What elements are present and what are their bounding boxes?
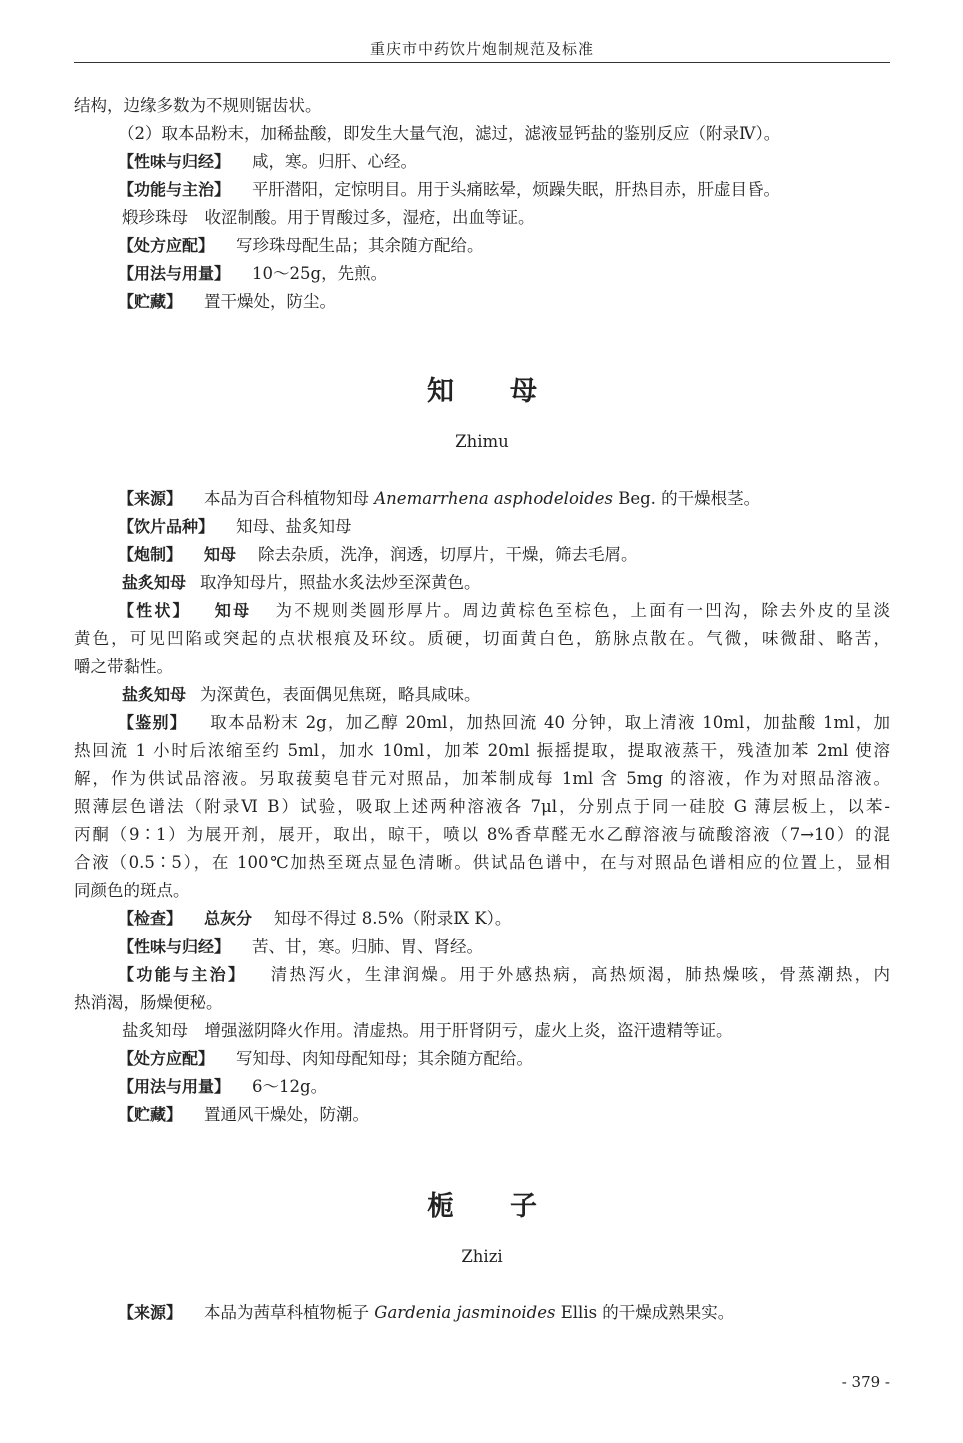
laiyuan bbox=[118, 1302, 890, 1324]
latin-name: Gardenia jasminoides bbox=[374, 1303, 556, 1322]
pinzhong bbox=[118, 516, 890, 538]
jianbie-line-5: 丙酮（9∶1）为展开剂，展开，取出，晾干，喷以 8%香草醛无水乙醇溶液与硫酸溶液（7→10）的混 bbox=[74, 825, 890, 844]
entry-pinyin: Zhizi bbox=[461, 1247, 503, 1266]
section-text: 10～25g，先煎。 bbox=[252, 264, 388, 283]
section-label: 【用法与用量】 bbox=[118, 1077, 231, 1096]
section-text: 知母不得过 8.5%（附录Ⅸ K）。 bbox=[274, 909, 512, 928]
section-text: 知母、盐炙知母 bbox=[236, 517, 352, 536]
running-header: 重庆市中药饮片炮制规范及标准 bbox=[369, 40, 594, 58]
section-label: 【鉴别】 bbox=[118, 713, 188, 732]
section-label: 【贮藏】 bbox=[118, 292, 183, 311]
section-text: Ellis 的干燥成熟果实。 bbox=[560, 1303, 735, 1322]
jianbie-line-2: 热回流 1 小时后浓缩至约 5ml，加水 10ml，加苯 20ml 振摇提取，提取液蒸干，残渣加苯 2ml 使溶 bbox=[74, 741, 890, 760]
sub-label: 知母 bbox=[204, 545, 237, 564]
gongneng-line-2: 热消渴，肠燥便秘。 bbox=[74, 993, 223, 1012]
section-text: 置干燥处，防尘。 bbox=[204, 292, 337, 311]
section-text: 为不规则类圆形厚片。周边黄棕色至棕色，上面有一凹沟，除去外皮的呈淡 bbox=[273, 601, 890, 620]
section-label: 【性状】 bbox=[118, 601, 191, 620]
header-rule bbox=[74, 62, 890, 63]
prev-yongfa bbox=[118, 263, 890, 285]
section-label: 【来源】 bbox=[118, 489, 183, 508]
latin-name: Anemarrhena asphodeloides bbox=[374, 489, 613, 508]
section-text: Beg. 的干燥根茎。 bbox=[618, 489, 761, 508]
prev-duan: 煅珍珠母 收涩制酸。用于胃酸过多，湿疮，出血等证。 bbox=[122, 208, 535, 227]
prev-chufang bbox=[118, 235, 890, 257]
yongfa bbox=[118, 1076, 890, 1098]
gongneng-yan: 盐炙知母 增强滋阴降火作用。清虚热。用于肝肾阴亏，虚火上炎，盗汗遗精等证。 bbox=[122, 1021, 733, 1040]
section-text: 咸，寒。归肝、心经。 bbox=[252, 152, 418, 171]
jianbie-line-6: 合液（0.5∶5），在 100℃加热至斑点显色清晰。供试品色谱中，在与对照品色谱相应的位置上，显相 bbox=[74, 853, 890, 872]
prev-line-2: （2）取本品粉末，加稀盐酸，即发生大量气泡，滤过，滤液显钙盐的鉴别反应（附录Ⅳ）。 bbox=[118, 124, 781, 143]
xingzhuang-line-1 bbox=[118, 600, 890, 622]
section-text: 平肝潜阳，定惊明目。用于头痛眩晕，烦躁失眠，肝热目赤，肝虚目昏。 bbox=[252, 180, 781, 199]
section-text: 取净知母片，照盐水炙法炒至深黄色。 bbox=[200, 573, 481, 592]
prev-gongneng bbox=[118, 179, 890, 201]
jianbie-line-4: 照薄层色谱法（附录Ⅵ B）试验，吸取上述两种溶液各 7μl，分别点于同一硅胶 G 薄层板上，以苯- bbox=[74, 797, 890, 816]
section-label: 【性味与归经】 bbox=[118, 937, 231, 956]
prev-zhucang bbox=[118, 291, 890, 313]
section-text: 6～12g。 bbox=[252, 1077, 328, 1096]
section-label: 【来源】 bbox=[118, 1303, 183, 1322]
jianbie-line-7: 同颜色的斑点。 bbox=[74, 881, 190, 900]
section-text: 取本品粉末 2g，加乙醇 20ml，加热回流 40 分钟，取上清液 10ml，加盐酸 1ml，加 bbox=[209, 713, 890, 732]
laiyuan bbox=[118, 488, 890, 510]
section-text: 除去杂质，洗净，润透，切厚片，干燥，筛去毛屑。 bbox=[258, 545, 638, 564]
jianbie-line-1 bbox=[118, 712, 890, 734]
section-label: 【检查】 bbox=[118, 909, 183, 928]
section-label: 【功能与主治】 bbox=[118, 965, 247, 984]
entry-pinyin: Zhimu bbox=[455, 432, 509, 451]
page-number: - 379 - bbox=[841, 1373, 890, 1391]
entry-title: 知母 bbox=[427, 376, 593, 407]
section-text: 苦、甘，寒。归肺、胃、肾经。 bbox=[252, 937, 484, 956]
section-label: 【处方应配】 bbox=[118, 236, 215, 255]
section-label: 【功能与主治】 bbox=[118, 180, 231, 199]
sub-label: 知母 bbox=[212, 601, 252, 620]
xingzhuang-yan bbox=[122, 684, 890, 706]
section-text: 本品为百合科植物知母 bbox=[204, 489, 370, 508]
jiancha bbox=[118, 908, 890, 930]
section-text: 为深黄色，表面偶见焦斑，略具咸味。 bbox=[200, 685, 481, 704]
section-text: 清热泻火，生津润燥。用于外感热病，高热烦渴，肺热燥咳，骨蒸潮热，内 bbox=[268, 965, 890, 984]
jianbie-line-3: 解，作为供试品溶液。另取菝葜皂苷元对照品，加苯制成每 1ml 含 5mg 的溶液，作为对照品溶液。 bbox=[74, 769, 890, 788]
entry-title: 栀子 bbox=[427, 1191, 593, 1222]
section-label: 【用法与用量】 bbox=[118, 264, 231, 283]
section-text: 置通风干燥处，防潮。 bbox=[204, 1105, 370, 1124]
sub-label: 盐炙知母 bbox=[122, 685, 187, 704]
prev-line-1: 结构，边缘多数为不规则锯齿状。 bbox=[74, 96, 322, 115]
section-text: 写珍珠母配生品；其余随方配给。 bbox=[236, 236, 484, 255]
paozhi bbox=[118, 544, 890, 566]
section-label: 【处方应配】 bbox=[118, 1049, 215, 1068]
section-label: 【贮藏】 bbox=[118, 1105, 183, 1124]
sub-label: 盐炙知母 bbox=[122, 573, 187, 592]
sub-label: 总灰分 bbox=[204, 909, 253, 928]
xingzhuang-line-3: 嚼之带黏性。 bbox=[74, 657, 173, 676]
xingwei bbox=[118, 936, 890, 958]
section-label: 【性味与归经】 bbox=[118, 152, 231, 171]
paozhi-yan bbox=[122, 572, 890, 594]
section-text: 本品为茜草科植物栀子 bbox=[204, 1303, 370, 1322]
xingzhuang-line-2: 黄色，可见凹陷或突起的点状根痕及环纹。质硬，切面黄白色，筋脉点散在。气微，味微甜、略苦， bbox=[74, 629, 890, 648]
section-label: 【饮片品种】 bbox=[118, 517, 215, 536]
section-label: 【炮制】 bbox=[118, 545, 183, 564]
gongneng-line-1 bbox=[118, 964, 890, 986]
zhucang bbox=[118, 1104, 890, 1126]
section-text: 写知母、肉知母配知母；其余随方配给。 bbox=[236, 1049, 534, 1068]
chufang bbox=[118, 1048, 890, 1070]
prev-xingwei bbox=[118, 151, 890, 173]
